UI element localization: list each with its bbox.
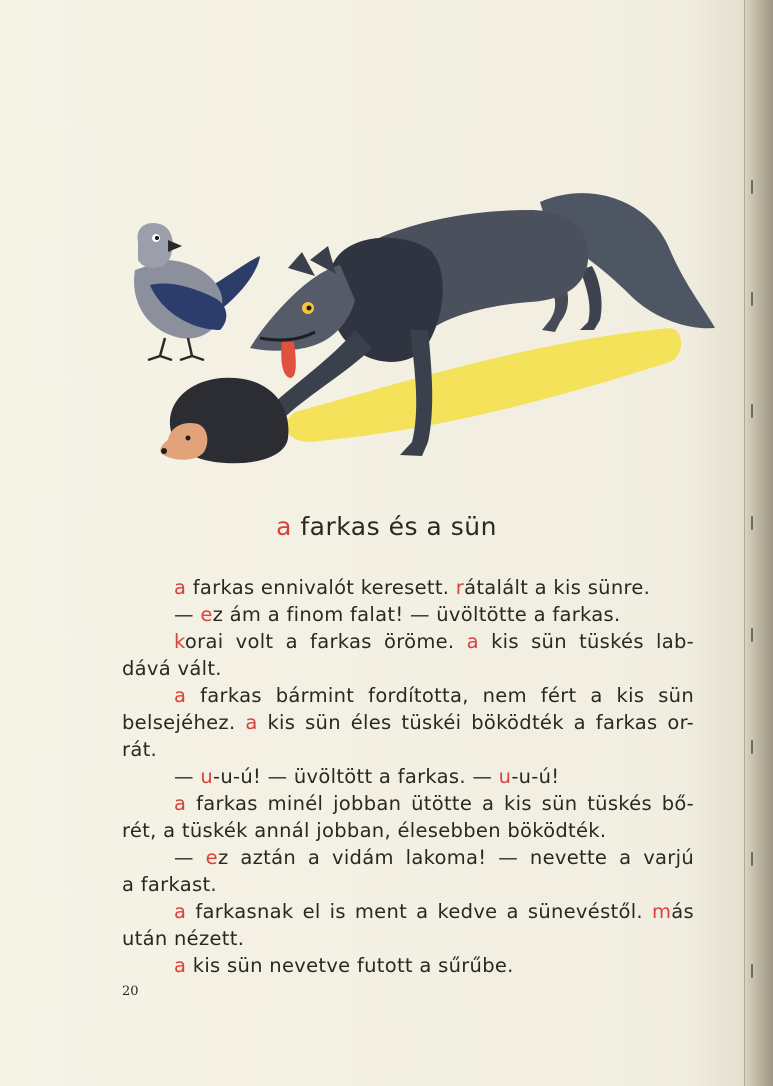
- text-line: [122, 898, 694, 925]
- text-line: [122, 574, 694, 601]
- paragraph: [122, 682, 694, 763]
- text-segment: rát.: [122, 738, 158, 761]
- red-initial: a: [174, 900, 187, 923]
- text-segment: farkasnak el is ment a kedve a sünevéstől.: [186, 900, 652, 923]
- title-initial: a: [276, 512, 292, 541]
- text-segment: rét, a tüskék annál jobban, élesebben böködték.: [122, 819, 607, 842]
- text-segment: —: [174, 846, 206, 869]
- text-line: [122, 817, 694, 844]
- hedgehog-eye: [186, 436, 191, 441]
- paragraph: [122, 601, 694, 628]
- red-initial: a: [174, 684, 187, 707]
- text-segment: -u-ú!: [511, 765, 560, 788]
- text-segment: -u-ú! — üvöltött a farkas. —: [212, 765, 499, 788]
- red-initial: a: [174, 576, 187, 599]
- paragraph: [122, 952, 694, 979]
- paragraph: [122, 844, 694, 898]
- paragraph: [122, 790, 694, 844]
- red-initial: a: [466, 630, 479, 653]
- paragraph: [122, 898, 694, 952]
- red-initial: u: [498, 765, 512, 788]
- text-segment: ás: [671, 900, 694, 923]
- title-text: farkas és a sün: [291, 512, 497, 541]
- text-segment: kis sün éles tüskéi böködték a farkas or-: [257, 711, 694, 734]
- paragraph: [122, 763, 694, 790]
- hedgehog-face: [160, 423, 207, 460]
- text-segment: farkas ennivalót keresett.: [186, 576, 456, 599]
- text-segment: belsejéhez.: [122, 711, 246, 734]
- wolf-ear-2: [310, 246, 336, 274]
- story-body: [122, 574, 694, 979]
- crow-head: [138, 223, 173, 268]
- page-number: 20: [122, 984, 139, 999]
- hedgehog-nose: [161, 448, 167, 454]
- text-segment: farkas bármint fordította, nem fért a kis sün: [186, 684, 694, 707]
- book-spine: [744, 0, 773, 1086]
- story-title: [0, 512, 773, 541]
- text-line: [122, 655, 694, 682]
- text-segment: —: [174, 765, 201, 788]
- paragraph: [122, 628, 694, 682]
- red-initial: k: [174, 630, 185, 653]
- text-segment: kis sün nevetve futott a sűrűbe.: [186, 954, 514, 977]
- text-line: [122, 844, 694, 871]
- wolf-tongue: [281, 342, 296, 378]
- text-segment: orai volt a farkas öröme.: [184, 630, 467, 653]
- text-line: [122, 628, 694, 655]
- crow-beak: [168, 240, 182, 252]
- text-line: [122, 952, 694, 979]
- text-segment: a farkast.: [122, 873, 217, 896]
- text-line: [122, 709, 694, 736]
- text-segment: kis sün tüskés lab-: [478, 630, 694, 653]
- text-segment: —: [174, 603, 201, 626]
- crow-legs: [148, 338, 204, 360]
- wolf-ear: [288, 252, 315, 276]
- text-segment: átalált a kis sünre.: [464, 576, 651, 599]
- text-line: [122, 763, 694, 790]
- text-segment: farkas minél jobban ütötte a kis sün tüskés bő-: [186, 792, 694, 815]
- red-initial: a: [245, 711, 258, 734]
- red-initial: a: [174, 792, 187, 815]
- red-initial: m: [651, 900, 672, 923]
- text-segment: dává vált.: [122, 657, 222, 680]
- text-line: [122, 925, 694, 952]
- text-line: [122, 601, 694, 628]
- red-initial: e: [205, 846, 218, 869]
- red-initial: e: [200, 603, 213, 626]
- text-segment: z ám a finom falat! — üvöltötte a farkas.: [212, 603, 621, 626]
- red-initial: a: [174, 954, 187, 977]
- paragraph: [122, 574, 694, 601]
- red-initial: r: [455, 576, 465, 599]
- red-initial: u: [200, 765, 213, 788]
- illustration-wolf-hedgehog-crow: [110, 180, 730, 480]
- text-line: [122, 736, 694, 763]
- text-line: [122, 682, 694, 709]
- text-segment: után nézett.: [122, 927, 245, 950]
- text-line: [122, 790, 694, 817]
- text-segment: z aztán a vidám lakoma! — nevette a varjú: [217, 846, 694, 869]
- text-line: [122, 871, 694, 898]
